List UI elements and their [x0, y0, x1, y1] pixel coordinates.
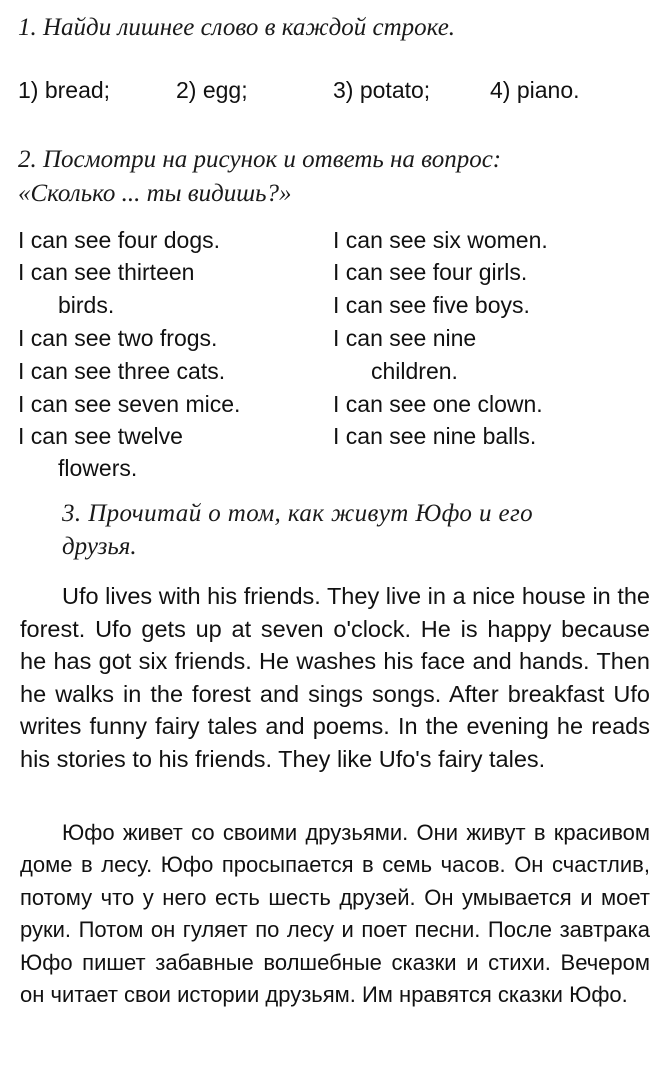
exercise-1-heading: 1. Найди лишнее слово в каждой строке. — [18, 14, 456, 41]
answer-right-line-4: I can see nine — [333, 325, 477, 351]
answer-left-line-3: birds. — [58, 292, 115, 318]
exercise-1-item-2: 2) egg; — [176, 77, 248, 103]
exercise-3-heading-line-1: 3. Прочитай о том, как живут Юфо и его — [62, 500, 534, 527]
english-passage: Ufo lives with his friends. They live in a nice house in the forest. Ufo gets up at seven o'clock. He is happy because he has got six friends. He washes his face and hands. Then he walks in the forest and sings songs. After breakfast Ufo writes funny fairy tales and poems. In the evening he reads his stories to his friends. They like Ufo's fairy tales. — [20, 583, 650, 772]
answer-left-line-2: I can see thirteen — [18, 259, 195, 285]
answer-right-line-3: I can see five boys. — [333, 292, 530, 318]
answer-right-line-1: I can see six women. — [333, 227, 548, 253]
exercise-2-heading-line-2: «Сколько ... ты видишь?» — [18, 180, 292, 207]
answer-left-line-6: I can see seven mice. — [18, 391, 241, 417]
answer-left-line-4: I can see two frogs. — [18, 325, 218, 351]
answer-left-line-8: flowers. — [58, 455, 138, 481]
exercise-1-item-4: 4) piano. — [490, 77, 580, 103]
answer-right-line-2: I can see four girls. — [333, 259, 528, 285]
answer-right-line-5: children. — [371, 358, 458, 384]
answer-left-line-1: I can see four dogs. — [18, 227, 221, 253]
exercise-1-item-1: 1) bread; — [18, 77, 111, 103]
exercise-2-heading-line-1: 2. Посмотри на рисунок и ответь на вопрос: — [18, 146, 502, 173]
exercise-3-heading-line-2: друзья. — [62, 533, 137, 560]
russian-translation: Юфо живет со своими друзьями. Они живут в красивом доме в лесу. Юфо просыпается в семь часов. Он счастлив, потому что у него есть шесть друзей. Он умывается и моет руки. Потом он гуляет по лесу и поет песни. После завтрака Юфо пишет забавные волшебные сказки и стихи. Вечером он читает свои истории друзьям. Им нравятся сказки Юфо. — [20, 820, 650, 1008]
answer-left-line-5: I can see three cats. — [18, 358, 226, 384]
answer-right-line-6: I can see one clown. — [333, 391, 543, 417]
answer-left-line-7: I can see twelve — [18, 423, 183, 449]
exercise-1-item-3: 3) potato; — [333, 77, 431, 103]
answer-right-line-7: I can see nine balls. — [333, 423, 537, 449]
